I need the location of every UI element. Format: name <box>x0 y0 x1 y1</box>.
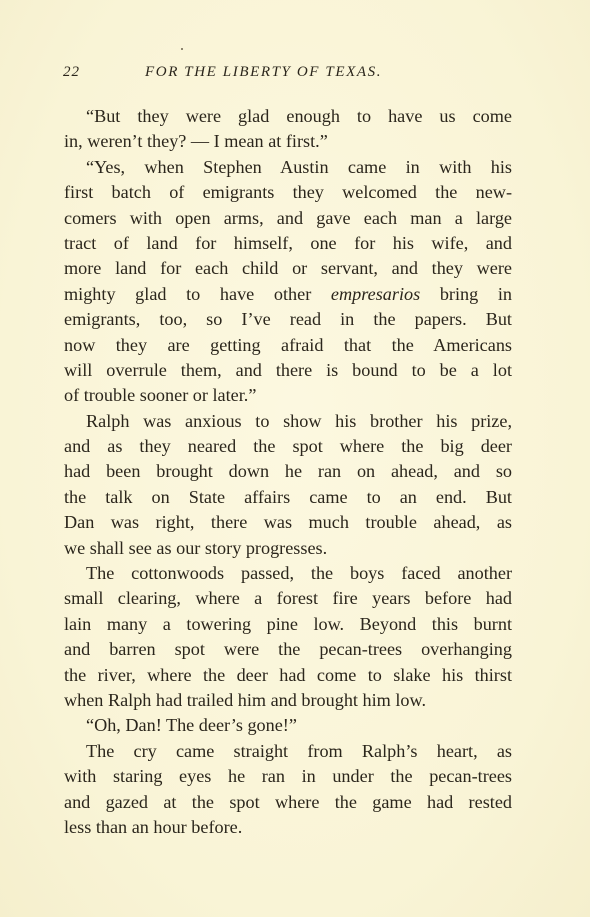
text-line: Ralph was anxious to show his brother his prize, <box>86 410 512 431</box>
text-line: more land for each child or servant, and they were <box>64 258 512 279</box>
text-segment: bring in <box>420 283 512 304</box>
text-line: the talk on State affairs came to an end. But <box>64 486 512 507</box>
text-line: with staring eyes he ran in under the pecan-trees <box>64 766 512 787</box>
italic-word: empresarios <box>330 283 421 304</box>
text-line: The cry came straight from Ralph’s heart, as <box>86 740 512 761</box>
running-title: FOR THE LIBERTY OF TEXAS. <box>145 64 383 80</box>
text-segment: mighty glad to have other <box>64 283 331 304</box>
text-line: and barren spot were the pecan-trees overhanging <box>64 639 512 660</box>
page-header <box>63 64 433 86</box>
text-line: small clearing, where a forest fire years before had <box>64 588 512 609</box>
text-line: “But they were glad enough to have us come <box>86 106 512 126</box>
text-line: “Yes, when Stephen Austin came in with his <box>86 156 512 177</box>
text-line: first batch of emigrants they welcomed the new- <box>64 182 512 203</box>
text-line: we shall see as our story progresses. <box>64 537 328 558</box>
text-line: less than an hour before. <box>64 816 243 837</box>
page-number: 22 <box>63 64 80 80</box>
body-text <box>64 104 512 840</box>
text-line: The cottonwoods passed, the boys faced another <box>86 563 512 584</box>
text-line: emigrants, too, so I’ve read in the papers. But <box>64 309 512 330</box>
text-line: had been brought down he ran on ahead, and so <box>64 461 512 482</box>
text-line: now they are getting afraid that the Americans <box>64 334 512 355</box>
text-line: tract of land for himself, one for his wife, and <box>64 232 512 253</box>
text-line <box>64 282 512 307</box>
text-line: and as they neared the spot where the big deer <box>64 436 512 457</box>
text-line: Dan was right, there was much trouble ahead, as <box>64 512 512 533</box>
text-line: will overrule them, and there is bound to be a lot <box>64 359 512 380</box>
text-line: when Ralph had trailed him and brought him low. <box>64 689 426 710</box>
text-line: and gazed at the spot where the game had rested <box>64 791 512 812</box>
text-line: of trouble sooner or later.” <box>64 385 257 406</box>
text-line: comers with open arms, and gave each man a large <box>64 207 512 228</box>
print-speck <box>181 48 183 50</box>
text-line: the river, where the deer had come to slake his thirst <box>64 664 512 685</box>
text-line: in, weren’t they? — I mean at first.” <box>64 131 328 152</box>
text-line: “Oh, Dan! The deer’s gone!” <box>86 715 297 736</box>
text-line: lain many a towering pine low. Beyond this burnt <box>64 613 512 634</box>
